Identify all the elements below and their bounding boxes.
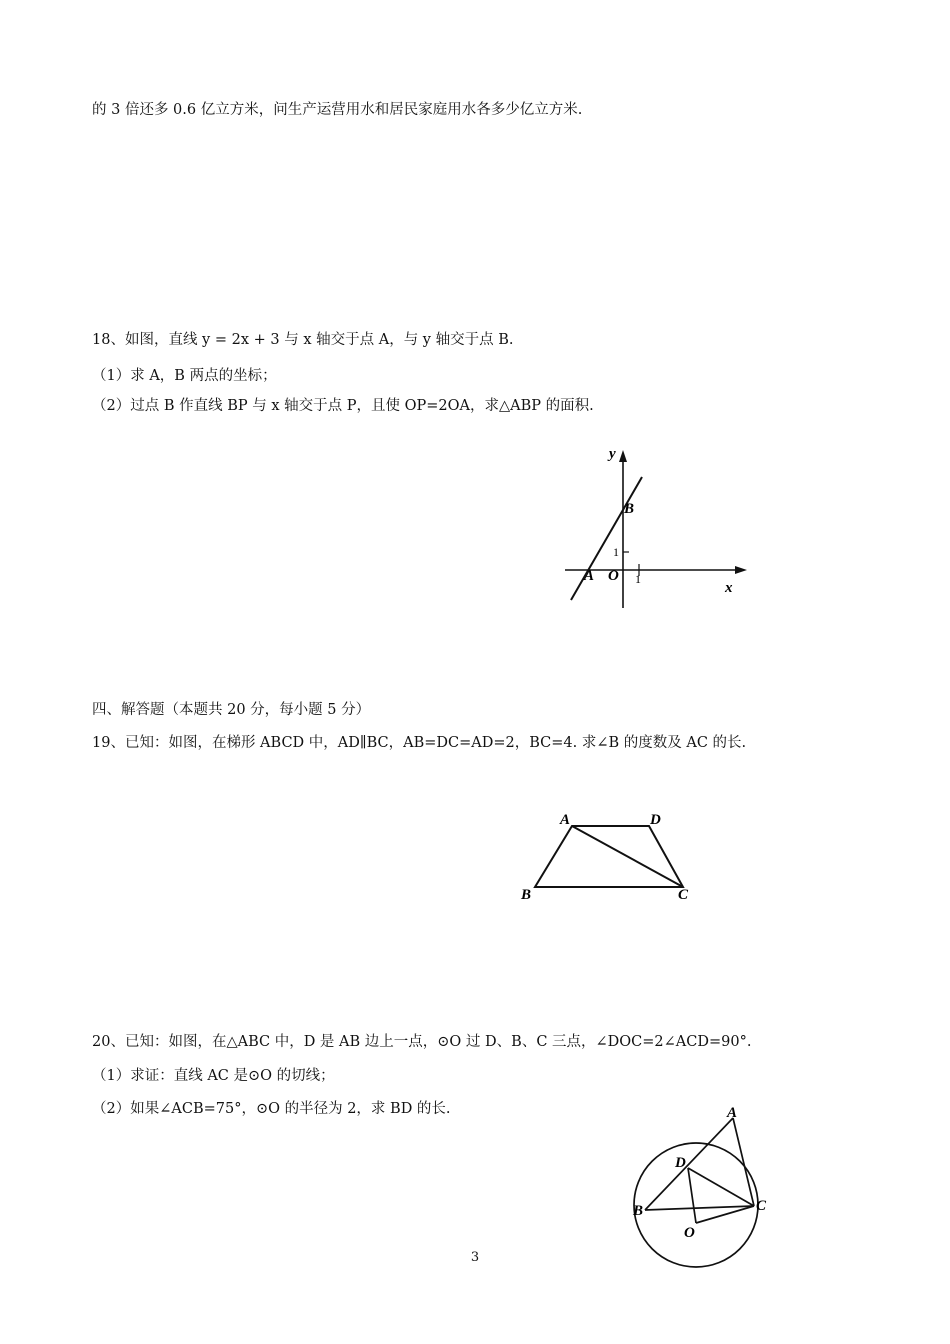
y-axis-arrow	[619, 450, 627, 462]
problem-17-continuation: 的 3 倍还多 0.6 亿立方米，问生产运营用水和居民家庭用水各多少亿立方米.	[92, 102, 583, 118]
point-B-label: B	[624, 501, 635, 517]
trapezoid-ABCD	[535, 826, 683, 887]
circle-O	[634, 1143, 758, 1267]
q18-part2: （2）过点 B 作直线 BP 与 x 轴交于点 P，且使 OP=2OA，求△ABP 的面积.	[92, 398, 594, 414]
segment-DO	[688, 1168, 696, 1223]
q20-part1: （1）求证：直线 AC 是⊙O 的切线；	[92, 1068, 335, 1084]
segment-BA	[645, 1118, 733, 1210]
section-4-heading: 四、解答题（本题共 20 分，每小题 5 分）	[92, 702, 371, 718]
origin-label: O	[608, 568, 619, 584]
segment-AC	[733, 1118, 754, 1206]
segment-BC	[645, 1206, 754, 1210]
point-D-label: D	[675, 1155, 686, 1171]
vertex-A-label: A	[727, 1105, 738, 1121]
y-axis-label: y	[609, 446, 616, 462]
q19-stem: 19、已知：如图，在梯形 ABCD 中，AD∥BC，AB=DC=AD=2，BC=4. 求∠B 的度数及 AC 的长.	[92, 735, 747, 751]
x-axis-arrow	[735, 566, 747, 574]
x-tick-label: 1	[635, 572, 641, 586]
vertex-C-label: C	[678, 887, 689, 903]
vertex-C-label: C	[756, 1198, 767, 1214]
q18-stem: 18、如图，直线 y = 2x + 3 与 x 轴交于点 A，与 y 轴交于点 B.	[92, 332, 514, 348]
q19-trapezoid-figure	[510, 805, 710, 910]
segment-DC	[688, 1168, 754, 1206]
page-number: 3	[470, 1250, 480, 1265]
vertex-D-label: D	[650, 812, 661, 828]
q20-stem: 20、已知：如图，在△ABC 中，D 是 AB 边上一点，⊙O 过 D、B、C 三点，∠DOC=2∠ACD=90°.	[92, 1034, 752, 1050]
vertex-B-label: B	[521, 887, 532, 903]
line-y-2x-3	[571, 477, 642, 600]
y-tick-label: 1	[613, 545, 619, 559]
center-O-label: O	[684, 1225, 695, 1241]
vertex-A-label: A	[560, 812, 571, 828]
point-A-label: A	[584, 568, 595, 584]
x-axis-label: x	[725, 580, 733, 596]
q20-part2: （2）如果∠ACB=75°，⊙O 的半径为 2，求 BD 的长.	[92, 1101, 451, 1117]
q18-coordinate-figure	[555, 440, 765, 615]
q18-part1: （1）求 A，B 两点的坐标；	[92, 368, 277, 384]
vertex-B-label: B	[633, 1203, 644, 1219]
